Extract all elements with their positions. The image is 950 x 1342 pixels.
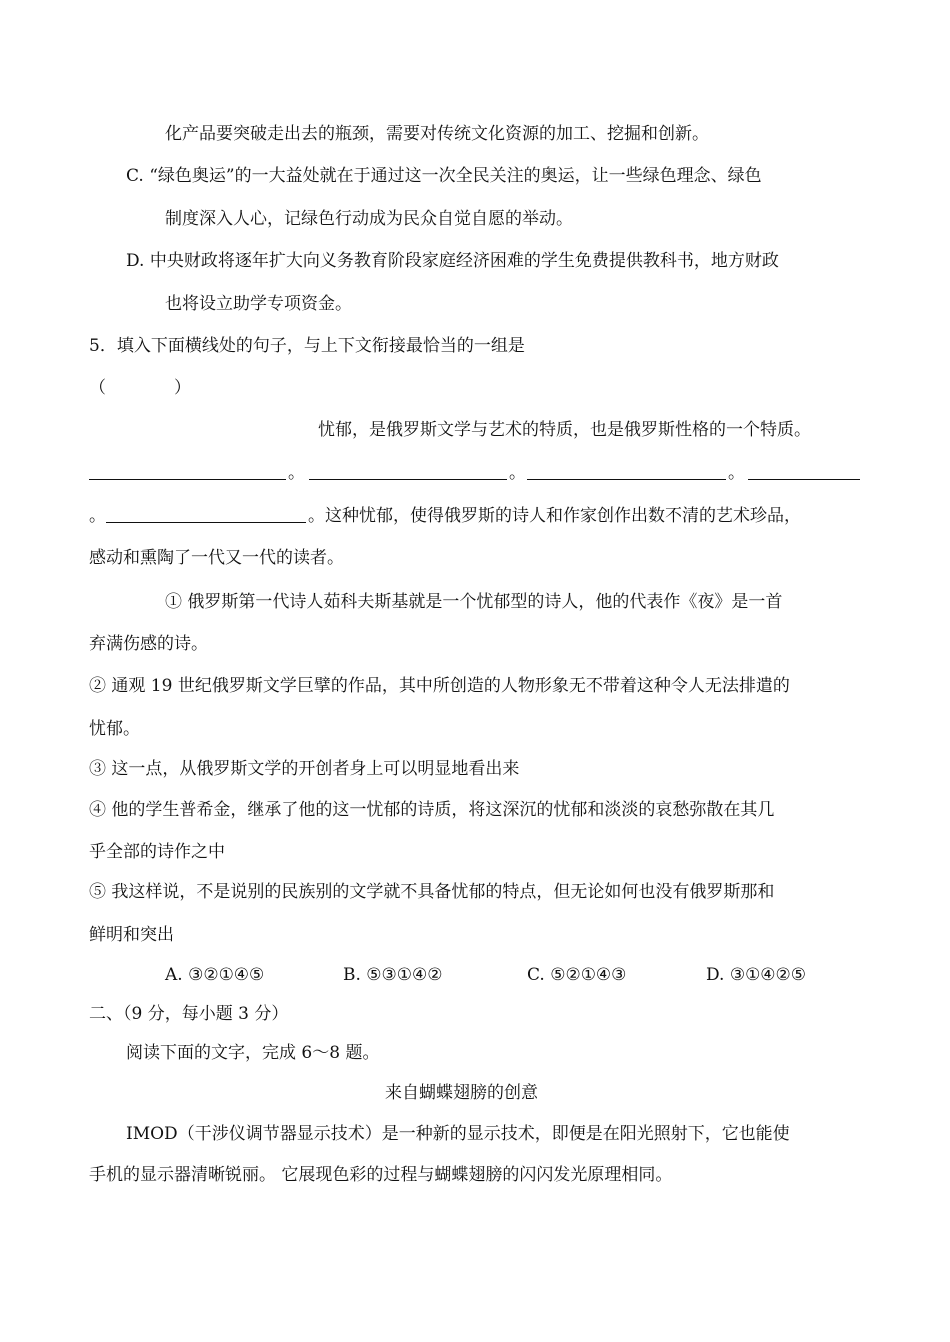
sentence-3: ③ 这一点，从俄罗斯文学的开创者身上可以明显地看出来 <box>89 759 520 779</box>
answer-blank-1[interactable] <box>89 479 286 480</box>
choice-d[interactable]: D. ③①④②⑤ <box>706 965 807 985</box>
answer-blank-4[interactable] <box>748 479 860 480</box>
choice-c[interactable]: C. ⑤②①④③ <box>527 965 627 985</box>
section-2-instruction: 阅读下面的文字，完成 6～8 题。 <box>126 1043 380 1063</box>
article-paragraph-line1: IMOD（干涉仪调节器显示技术）是一种新的显示技术，即便是在阳光照射下，它也能使 <box>126 1124 790 1144</box>
answer-bracket: （ ） <box>89 378 191 398</box>
sentence-4-line1: ④ 他的学生普希金，继承了他的这一忧郁的诗质，将这深沉的忧郁和淡淡的哀愁弥散在其几 <box>89 800 775 820</box>
option-d-line2: 也将设立助学专项资金。 <box>165 294 352 314</box>
sentence-1-line2: 弃满伤感的诗。 <box>89 634 208 654</box>
article-title: 来自蝴蝶翅膀的创意 <box>385 1083 538 1103</box>
answer-blank-5[interactable] <box>106 522 306 523</box>
article-paragraph-line2: 手机的显示器清晰锐丽。 它展现色彩的过程与蝴蝶翅膀的闪闪发光原理相同。 <box>89 1165 673 1185</box>
choice-a[interactable]: A. ③②①④⑤ <box>165 965 265 985</box>
answer-blank-2[interactable] <box>309 479 507 480</box>
option-b-line2: 化产品要突破走出去的瓶颈，需要对传统文化资源的加工、挖掘和创新。 <box>165 124 709 144</box>
blank-period-4: 。 <box>89 506 106 526</box>
question-5-stem: 5．填入下面横线处的句子，与上下文衔接最恰当的一组是 <box>89 336 525 356</box>
passage-lead: 忧郁，是俄罗斯文学与艺术的特质，也是俄罗斯性格的一个特质。 <box>318 420 811 440</box>
passage-end: 感动和熏陶了一代又一代的读者。 <box>89 548 344 568</box>
blank-period-3: 。 <box>728 463 745 483</box>
sentence-5-line2: 鲜明和突出 <box>89 925 174 945</box>
sentence-5-line1: ⑤ 我这样说，不是说别的民族别的文学就不具备忧郁的特点，但无论如何也没有俄罗斯那和 <box>89 882 775 902</box>
option-c-line2: 制度深入人心，记绿色行动成为民众自觉自愿的举动。 <box>165 209 573 229</box>
sentence-2-line1: ② 通观 19 世纪俄罗斯文学巨擘的作品，其中所创造的人物形象无不带着这种令人无法排遣的 <box>89 676 790 696</box>
sentence-4-line2: 乎全部的诗作之中 <box>89 842 225 862</box>
option-d-line1: D. 中央财政将逐年扩大向义务教育阶段家庭经济困难的学生免费提供教科书，地方财政 <box>126 251 779 271</box>
sentence-2-line2: 忧郁。 <box>89 719 140 739</box>
section-2-heading: 二、（9 分，每小题 3 分） <box>89 1004 289 1024</box>
sentence-1-line1: ① 俄罗斯第一代诗人茹科夫斯基就是一个忧郁型的诗人，他的代表作《夜》是一首 <box>165 592 783 612</box>
option-c-line1: C. “绿色奥运”的一大益处就在于通过这一次全民关注的奥运，让一些绿色理念、绿色 <box>126 166 762 186</box>
passage-tail: 。这种忧郁，使得俄罗斯的诗人和作家创作出数不清的艺术珍品， <box>308 506 801 526</box>
choice-b[interactable]: B. ⑤③①④② <box>343 965 443 985</box>
blank-period-1: 。 <box>288 463 305 483</box>
blank-period-2: 。 <box>509 463 526 483</box>
answer-blank-3[interactable] <box>527 479 726 480</box>
